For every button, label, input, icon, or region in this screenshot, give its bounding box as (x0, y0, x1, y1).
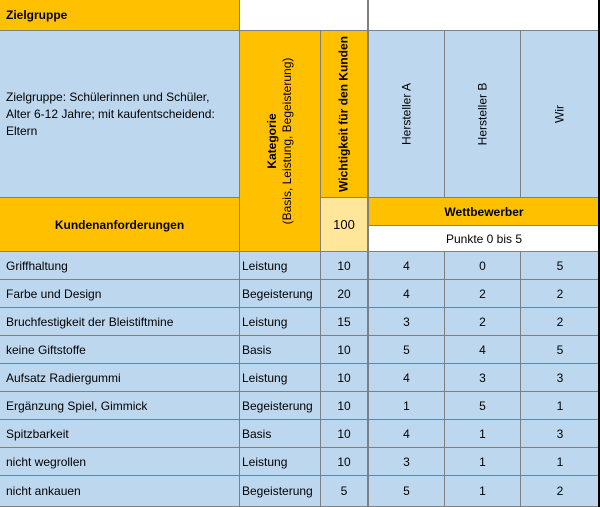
score-wir: 5 (556, 258, 564, 273)
score-hersteller-b: 1 (479, 484, 486, 498)
requirement-wichtigkeit-cell[interactable] (321, 336, 368, 364)
score-hersteller-b: 2 (479, 314, 486, 329)
requirement-name-cell[interactable] (0, 308, 240, 336)
score-hersteller-a: 4 (403, 426, 410, 441)
wir-header-cell[interactable] (521, 31, 600, 198)
score-wir-cell[interactable] (521, 364, 600, 392)
requirement-wichtigkeit: 10 (337, 258, 351, 273)
requirement-wichtigkeit: 20 (337, 286, 351, 301)
empty-cell[interactable] (368, 0, 600, 31)
requirement-kategorie: Leistung (242, 454, 288, 469)
requirement-name: Farbe und Design (6, 286, 102, 301)
wichtigkeit-total-cell[interactable] (321, 198, 368, 252)
requirement-name: Bruchfestigkeit der Bleistiftmine (6, 314, 174, 329)
hersteller-a-title: Hersteller A (399, 82, 413, 146)
requirement-kategorie-cell[interactable] (240, 280, 321, 308)
requirement-name: nicht ankauen (6, 484, 81, 498)
wichtigkeit-header-cell[interactable] (321, 31, 368, 198)
hersteller-a-header-cell[interactable] (368, 31, 445, 198)
requirement-name: keine Giftstoffe (6, 342, 86, 357)
score-wir-cell[interactable] (521, 476, 600, 507)
hersteller-b-header-cell[interactable] (445, 31, 521, 198)
score-hersteller-a: 4 (403, 370, 410, 385)
score-wir-cell[interactable] (521, 392, 600, 420)
score-hersteller-a-cell[interactable] (368, 448, 445, 476)
requirement-wichtigkeit: 10 (337, 342, 351, 357)
requirement-wichtigkeit-cell[interactable] (321, 308, 368, 336)
requirement-kategorie-cell[interactable] (240, 448, 321, 476)
requirement-wichtigkeit-cell[interactable] (321, 420, 368, 448)
requirement-kategorie: Begeisterung (242, 484, 313, 498)
zielgruppe-label: Zielgruppe (6, 8, 68, 22)
score-hersteller-b-cell[interactable] (445, 336, 521, 364)
score-hersteller-a-cell[interactable] (368, 280, 445, 308)
requirement-name: Spitzbarkeit (6, 426, 69, 441)
wettbewerber-header-cell[interactable] (368, 198, 600, 226)
requirement-name: Aufsatz Radiergummi (6, 370, 121, 385)
requirement-kategorie-cell[interactable] (240, 364, 321, 392)
score-hersteller-a-cell[interactable] (368, 336, 445, 364)
score-hersteller-b: 1 (479, 454, 486, 469)
empty-cell[interactable] (240, 0, 368, 31)
score-hersteller-a-cell[interactable] (368, 420, 445, 448)
requirement-name-cell[interactable] (0, 336, 240, 364)
requirement-wichtigkeit: 10 (337, 426, 351, 441)
score-hersteller-b: 0 (479, 258, 486, 273)
score-hersteller-a: 4 (403, 258, 410, 273)
wettbewerber-title: Wettbewerber (444, 204, 524, 219)
requirement-kategorie: Leistung (242, 258, 288, 273)
requirement-wichtigkeit: 10 (337, 398, 351, 413)
score-hersteller-a-cell[interactable] (368, 252, 445, 280)
score-wir-cell[interactable] (521, 252, 600, 280)
score-hersteller-a: 4 (403, 286, 410, 301)
requirement-kategorie: Begeisterung (242, 398, 313, 413)
kategorie-title: Kategorie (265, 113, 279, 169)
hersteller-b-title: Hersteller B (475, 82, 489, 146)
zielgruppe-description-cell[interactable] (0, 31, 240, 198)
score-hersteller-a: 5 (403, 342, 410, 357)
requirement-wichtigkeit-cell[interactable] (321, 448, 368, 476)
requirement-kategorie-cell[interactable] (240, 308, 321, 336)
requirement-name-cell[interactable] (0, 280, 240, 308)
score-hersteller-b-cell[interactable] (445, 308, 521, 336)
kategorie-header-cell[interactable] (240, 31, 321, 252)
score-wir-cell[interactable] (521, 336, 600, 364)
score-hersteller-a: 5 (403, 484, 410, 498)
wichtigkeit-total: 100 (333, 217, 355, 232)
score-hersteller-b: 2 (479, 286, 486, 301)
score-hersteller-b-cell[interactable] (445, 392, 521, 420)
score-wir: 3 (556, 370, 564, 385)
score-hersteller-b-cell[interactable] (445, 252, 521, 280)
requirement-wichtigkeit: 10 (337, 454, 351, 469)
requirement-wichtigkeit-cell[interactable] (321, 364, 368, 392)
score-wir: 2 (556, 484, 564, 498)
score-hersteller-b-cell[interactable] (445, 280, 521, 308)
score-hersteller-b-cell[interactable] (445, 448, 521, 476)
requirement-wichtigkeit: 5 (340, 484, 348, 498)
requirement-wichtigkeit-cell[interactable] (321, 476, 368, 507)
requirement-name-cell[interactable] (0, 252, 240, 280)
score-hersteller-a-cell[interactable] (368, 364, 445, 392)
zielgruppe-label-cell[interactable] (0, 0, 240, 31)
wichtigkeit-title: Wichtigkeit für den Kunden (336, 36, 351, 192)
score-wir: 1 (556, 398, 564, 413)
score-hersteller-b-cell[interactable] (445, 476, 521, 507)
score-hersteller-a-cell[interactable] (368, 392, 445, 420)
requirement-name-cell[interactable] (0, 392, 240, 420)
requirement-kategorie-cell[interactable] (240, 336, 321, 364)
requirement-name: nicht wegrollen (6, 454, 87, 469)
score-hersteller-a: 1 (403, 398, 410, 413)
requirement-kategorie-cell[interactable] (240, 420, 321, 448)
score-wir-cell[interactable] (521, 420, 600, 448)
punkte-scale-cell[interactable] (368, 226, 600, 252)
kategorie-subtitle: (Basis, Leistung, Begeisterung) (280, 57, 294, 225)
score-hersteller-b: 5 (479, 398, 486, 413)
requirement-wichtigkeit-cell[interactable] (321, 280, 368, 308)
score-hersteller-b-cell[interactable] (445, 364, 521, 392)
requirement-name-cell[interactable] (0, 420, 240, 448)
score-wir: 5 (556, 342, 564, 357)
score-wir-cell[interactable] (521, 280, 600, 308)
score-hersteller-a-cell[interactable] (368, 308, 445, 336)
requirement-kategorie: Basis (242, 426, 272, 441)
requirement-kategorie: Begeisterung (242, 286, 313, 301)
requirement-wichtigkeit-cell[interactable] (321, 252, 368, 280)
requirement-name: Griffhaltung (6, 258, 68, 273)
score-hersteller-b: 1 (479, 426, 486, 441)
score-wir-cell[interactable] (521, 308, 600, 336)
kundenanforderungen-title: Kundenanforderungen (54, 217, 185, 232)
requirement-kategorie-cell[interactable] (240, 392, 321, 420)
wir-title: Wir (552, 105, 567, 123)
zielgruppe-description: Zielgruppe: Schülerinnen und Schüler, Alter 6-12 Jahre; mit kaufentscheidend: Eltern (6, 89, 215, 138)
score-hersteller-a-cell[interactable] (368, 476, 445, 507)
requirement-kategorie-cell[interactable] (240, 252, 321, 280)
requirement-kategorie: Leistung (242, 314, 288, 329)
score-hersteller-b: 4 (479, 342, 486, 357)
score-wir-cell[interactable] (521, 448, 600, 476)
requirement-name-cell[interactable] (0, 448, 240, 476)
requirement-kategorie: Basis (242, 342, 272, 357)
score-wir: 1 (556, 454, 564, 469)
requirement-kategorie: Leistung (242, 370, 288, 385)
requirement-wichtigkeit-cell[interactable] (321, 392, 368, 420)
score-hersteller-b: 3 (479, 370, 486, 385)
requirement-kategorie-cell[interactable] (240, 476, 321, 507)
requirement-name-cell[interactable] (0, 364, 240, 392)
requirement-wichtigkeit: 15 (337, 314, 351, 329)
requirement-name-cell[interactable] (0, 476, 240, 507)
requirement-wichtigkeit: 10 (337, 370, 351, 385)
score-hersteller-b-cell[interactable] (445, 420, 521, 448)
requirement-name: Ergänzung Spiel, Gimmick (6, 398, 148, 413)
score-wir: 2 (556, 314, 564, 329)
score-hersteller-a: 3 (403, 314, 410, 329)
kundenanforderungen-header-cell[interactable] (0, 198, 240, 252)
punkte-scale: Punkte 0 bis 5 (445, 231, 523, 246)
score-hersteller-a: 3 (403, 454, 410, 469)
score-wir: 3 (556, 426, 564, 441)
score-wir: 2 (556, 286, 564, 301)
